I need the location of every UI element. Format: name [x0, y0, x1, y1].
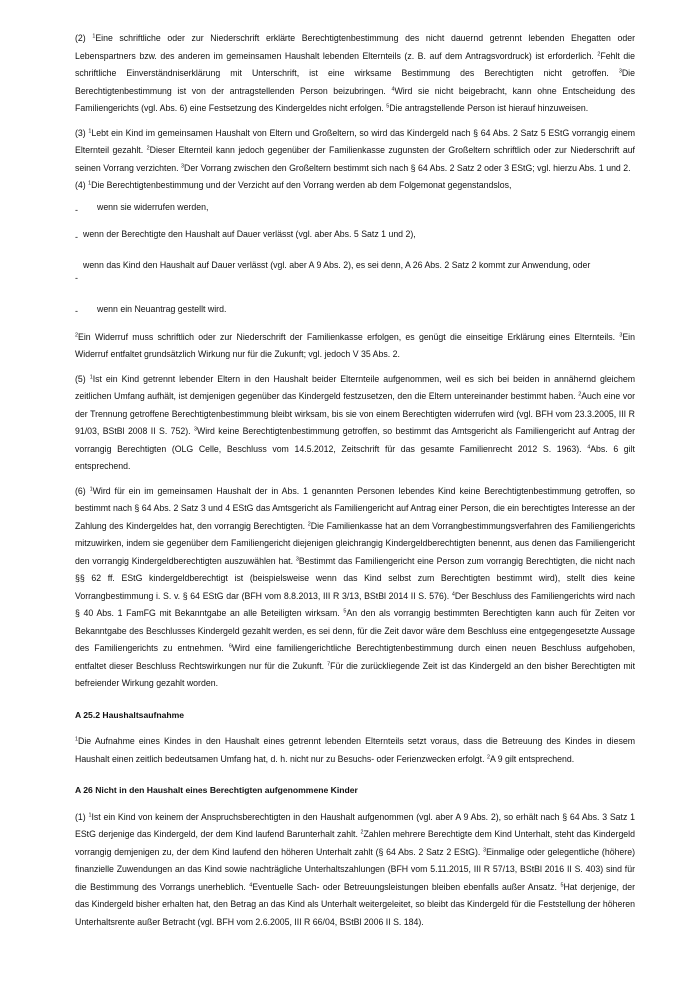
section-heading-a26: A 26 Nicht in den Haushalt eines Berechtigten aufgenommene Kinder [75, 785, 358, 795]
paragraph-2: (2) $^1$Eine schriftliche oder zur Niederschrift erklärte Berechtigtenbestimmung des nicht dauernd getrennt lebenden Ehegatten oder Lebenspartners bzw. des anderen im gemeinsamen Haushalt lebenden Elternteils (z. B. auf dem Antragsvordruck) ist erforderlich. $^2$Fehlt die schriftliche Einverständniserklärung mit Unterschrift, ist eine wirksame Bestimmung des Berechtigten nicht getroffen. $^3$Die Berechtigtenbestimmung ist von der antragstellenden Person beizubringen. $^4$Wird sie nicht beigebracht, kann ohne Entscheidung des Familiengerichts (vgl. Abs. 6) eine Festsetzung des Kindergeldes nicht erfolgen. $^5$Die antragstellende Person ist hierauf hinzuweisen. [75, 33, 636, 113]
section-heading-a25-2: A 25.2 Haushaltsaufnahme [75, 709, 185, 720]
paragraph-3: (3) $^1$Lebt ein Kind im gemeinsamen Haushalt von Eltern und Großeltern, so wird das Kindergeld nach § 64 Abs. 2 Satz 5 EStG vorrangig einem Elternteil gezahlt. $^2$Dieser Elternteil kann jedoch gegenüber der Familienkasse zugunsten der Großeltern schriftlich oder zur Niederschrift auf seinen Vorrang verzichten. $^3$Der Vorrang zwischen den Großeltern bestimmt sich nach § 64 Abs. 2 Satz 2 oder 3 EStG; vgl. hierzu Abs. 1 und 2. [75, 127, 636, 173]
section-a26-paragraph-1: (1) $^1$Ist ein Kind von keinem der Anspruchsberechtigten in den Haushalt aufgenommen (vgl. aber A 9 Abs. 2), so erhält nach § 64 Abs. 3 Satz 1 EStG derjenige das Kindergeld, der dem Kind laufend Barunterhalt zahlt. $^2$Zahlen mehrere Berechtigte dem Kind Unterhalt, steht das Kindergeld vorrangig demjenigen zu, der dem Kind laufend den höheren Unterhalt zahlt (§ 64 Abs. 2 Satz 2 EStG). $^3$Einmalige oder gelegentliche (höhere) finanzielle Zuwendungen an das Kind sowie nachträgliche Unterhaltszahlungen (BFH vom 5.11.2015, III R 57/13, BStBl 2016 II S. 403) sind für die Bestimmung des Vorrangs unerheblich. $^4$Eventuelle Sach- oder Betreuungsleistungen bleiben ebenfalls außer Ansatz. $^5$Hat derjenige, der das Kindergeld bisher erhalten hat, den Betrag an das Kind als Unterhalt weitergeleitet, so bleibt das Kindergeld für die Feststellung der höheren Unterhaltsrente außer Betracht (vgl. BFH vom 2.6.2005, III R 66/04, BStBl 2006 II S. 184). [75, 811, 635, 927]
paragraph-6: (6) $^1$Wird für ein im gemeinsamen Haushalt der in Abs. 1 genannten Personen lebendes Kind keine Berechtigtenbestimmung getroffen, so bestimmt nach § 64 Abs. 2 Satz 3 und 4 EStG das Amtsgericht als Familiengericht auf Antrag einer Person, die ein berechtigtes Interesse an der Zahlung des Kindergeldes hat, den vorrangig Berechtigten. $^2$Die Familienkasse hat an dem Vorrangbestimmungsverfahren des Familiengerichts mitzuwirken, indem sie gegenüber dem Familiengericht diejenigen gleichrangig Kindergeldberechtigten benennt, aus denen das Familiengericht den vorrangig Kindergeldberechtigten auszuwählen hat. $^3$Bestimmt das Familiengericht eine Person zum vorrangig Berechtigten, die nicht nach §§ 62 ff. EStG kindergeldberechtigt ist (beispielsweise wenn das Kind selbst zum Berechtigten bestimmt wird), stellt dies keine Vorrangbestimmung i. S. v. § 64 EStG dar (BFH vom 8.8.2013, III R 3/13, BStBl 2014 II S. 576). $^4$Der Beschluss des Familiengerichts wird nach § 40 Abs. 1 FamFG mit Bekanntgabe an alle Beteiligten wirksam. $^5$An den als vorrangig bestimmten Berechtigten kann auch für Zeiten vor Bekanntgabe des Beschlusses Kindergeld gezahlt werden, es sei denn, für die Zeit davor wäre dem Beschluss eine entgegengesetzte Aussage des Familiengerichts zu entnehmen. $^6$Wird eine familiengerichtliche Berechtigtenbestimmung durch einen neuen Beschluss aufgehoben, entfaltet dieser Beschluss Rechtswirkungen nur für die Zukunft. $^7$Für die zurückliegende Zeit ist das Kindergeld an den bisher Berechtigten mit befreiender Wirkung gezahlt worden. [75, 485, 635, 688]
list-item: - wenn der Berechtigte den Haushalt auf Dauer verlässt (vgl. aber Abs. 5 Satz 1 und 2), [75, 224, 635, 251]
bullet-dash-icon: - [75, 231, 78, 242]
paragraph-4-intro: (4) $^1$Die Berechtigtenbestimmung und der Verzicht auf den Vorrang werden ab dem Folgemonat gegenstandslos, [75, 180, 512, 190]
bullet-dash-icon: - [75, 305, 78, 316]
list-item: - wenn das Kind den Haushalt auf Dauer verlässt (vgl. aber A 9 Abs. 2), es sei denn, A 26 Abs. 2 Satz 2 kommt zur Anwendung, oder [75, 251, 635, 299]
list-item: - wenn sie widerrufen werden, [75, 195, 635, 224]
section-a25-2-text: $^1$Die Aufnahme eines Kindes in den Haushalt eines getrennt lebenden Elternteils setzt voraus, dass die Betreuung des Kindes in diesem Haushalt einen zeitlich bedeutsamen Umfang hat, d. h. nicht nur zu Besuchs- oder Ferienzwecken erfolgt. $^2$A 9 gilt entsprechend. [75, 736, 635, 764]
list-item: - wenn ein Neuantrag gestellt wird. [75, 299, 635, 329]
paragraph-4-widerruf: $^2$Ein Widerruf muss schriftlich oder zur Niederschrift der Familienkasse erfolgen, es genügt die einseitige Erklärung eines Elternteils. $^3$Ein Widerruf entfaltet grundsätzlich Wirkung nur für die Zukunft; vgl. jedoch V 35 Abs. 2. [75, 331, 635, 359]
bullet-dash-icon: - [75, 204, 78, 215]
paragraph-5: (5) $^1$Ist ein Kind getrennt lebender Eltern in den Haushalt beider Elternteile aufgenommen, weil es sich bei beiden in annähernd gleichem zeitlichen Umfang aufhält, ist demjenigen gegenüber das Kindergeld festzusetzen, den die Eltern untereinander bestimmt haben. $^2$Auch eine vor der Trennung getroffene Berechtigtenbestimmung bleibt wirksam, bis sie von einem Berechtigten widerrufen wird (vgl. BFH vom 23.3.2005, III R 91/03, BStBl 2008 II S. 752). $^3$Wird keine Berechtigtenbestimmung getroffen, so bestimmt das Amtsgericht als Familiengericht auf Antrag der vorrangig Berechtigten (OLG Celle, Beschluss vom 14.5.2012, Zeitschrift für das gesamte Familienrecht 2012 S. 1963). $^4$Abs. 6 gilt entsprechend. [75, 373, 635, 471]
document-page [75, 30, 635, 931]
bullet-dash-icon: - [75, 272, 78, 283]
